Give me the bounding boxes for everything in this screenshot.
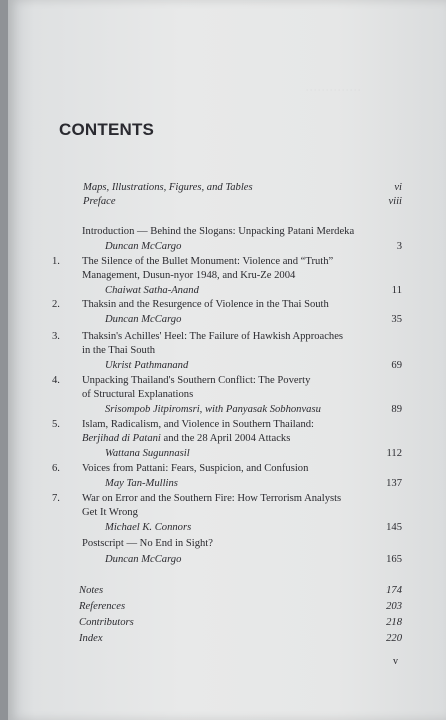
chapter-author: May Tan-Mullins bbox=[105, 478, 178, 489]
chapter-title-line: in the Thai South bbox=[82, 345, 156, 356]
chapter-author: Wattana Sugunnasil bbox=[105, 448, 190, 459]
chapter-number: 5. bbox=[52, 419, 60, 430]
chapter-page: 165 bbox=[386, 554, 402, 565]
toc-entry-page: 220 bbox=[386, 633, 402, 644]
toc-entry-page: vi bbox=[394, 182, 402, 193]
toc-entry-label: Maps, Illustrations, Figures, and Tables bbox=[83, 182, 253, 193]
toc-entry-page: viii bbox=[388, 196, 402, 207]
chapter-page: 69 bbox=[391, 360, 402, 371]
toc-entry-page: 218 bbox=[386, 617, 402, 628]
chapter-title-line bbox=[82, 432, 290, 446]
chapter-author: Michael K. Connors bbox=[105, 522, 192, 533]
toc-entry-label: References bbox=[79, 601, 126, 612]
chapter-title-line: Islam, Radicalism, and Violence in Southern Thailand: bbox=[82, 419, 314, 430]
chapter-author: Chaiwat Satha-Anand bbox=[105, 285, 199, 296]
toc-entry-label: Index bbox=[79, 633, 103, 644]
toc-entry-page: 203 bbox=[386, 601, 402, 612]
chapter-title-line: Unpacking Thailand's Southern Conflict: The Poverty bbox=[82, 375, 311, 386]
toc-entry-label: Preface bbox=[83, 196, 116, 207]
chapter-page: 89 bbox=[391, 404, 402, 415]
chapter-number: 7. bbox=[52, 493, 60, 504]
chapter-title-line: Voices from Pattani: Fears, Suspicion, and Confusion bbox=[82, 463, 309, 474]
chapter-title-line: Introduction — Behind the Slogans: Unpacking Patani Merdeka bbox=[82, 226, 355, 237]
page-title: CONTENTS bbox=[59, 120, 155, 139]
chapter-number: 2. bbox=[52, 299, 60, 310]
chapter-title-rest: and the 28 April 2004 Attacks bbox=[160, 433, 291, 444]
chapter-title-line: Postscript — No End in Sight? bbox=[82, 538, 213, 549]
chapter-number: 4. bbox=[52, 375, 60, 386]
chapter-page: 112 bbox=[386, 448, 402, 459]
chapter-title-line: War on Error and the Southern Fire: How Terrorism Analysts bbox=[82, 493, 342, 504]
book-page bbox=[8, 0, 446, 720]
chapter-title-line: Thaksin and the Resurgence of Violence in the Thai South bbox=[82, 299, 329, 310]
chapter-page: 11 bbox=[391, 285, 402, 296]
bleed-through-text: · · · · · · · · · · · · · · bbox=[306, 86, 360, 95]
chapter-page: 145 bbox=[386, 522, 402, 533]
toc-entry-page: 174 bbox=[386, 585, 402, 596]
chapter-number: 3. bbox=[52, 331, 60, 342]
chapter-page: 3 bbox=[396, 241, 402, 252]
chapter-number: 1. bbox=[52, 256, 60, 267]
chapter-title-italic: Berjihad di Patani bbox=[82, 433, 161, 444]
chapter-title-line: of Structural Explanations bbox=[82, 389, 194, 400]
chapter-page: 35 bbox=[391, 314, 402, 325]
chapter-title-line: Management, Dusun-nyor 1948, and Kru-Ze 2004 bbox=[82, 270, 296, 281]
chapter-title-line: Thaksin's Achilles' Heel: The Failure of Hawkish Approaches bbox=[82, 331, 344, 342]
chapter-author: Ukrist Pathmanand bbox=[105, 360, 189, 371]
chapter-author: Duncan McCargo bbox=[105, 314, 182, 325]
chapter-number: 6. bbox=[52, 463, 60, 474]
chapter-title-line: The Silence of the Bullet Monument: Violence and “Truth” bbox=[82, 256, 334, 267]
chapter-author: Duncan McCargo bbox=[105, 554, 182, 565]
chapter-author: Srisompob Jitpiromsri, with Panyasak Sobhonvasu bbox=[105, 404, 321, 415]
page-folio: v bbox=[393, 656, 398, 667]
chapter-page: 137 bbox=[386, 478, 402, 489]
chapter-author: Duncan McCargo bbox=[105, 241, 182, 252]
toc-entry-label: Contributors bbox=[79, 617, 134, 628]
toc-entry-label: Notes bbox=[79, 585, 104, 596]
chapter-title-line: Get It Wrong bbox=[82, 507, 138, 518]
